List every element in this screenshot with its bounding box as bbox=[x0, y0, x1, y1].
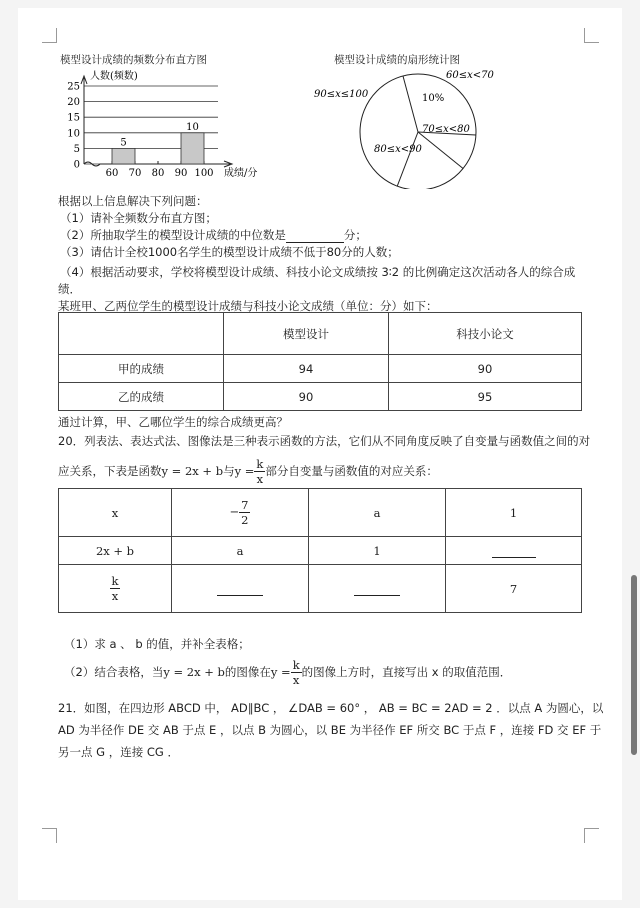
y-tick-label: 0 bbox=[73, 159, 80, 171]
vertical-scrollbar[interactable] bbox=[631, 575, 637, 755]
crop-mark-bottom-left bbox=[42, 828, 57, 843]
x-axis bbox=[84, 162, 230, 166]
table-intro: 某班甲、乙两位学生的模型设计成绩与科技小论文成绩（单位：分）如下： bbox=[58, 299, 438, 313]
pie-chart bbox=[300, 64, 530, 189]
table-cell: 90 bbox=[224, 383, 389, 411]
x-tick-label: 70 bbox=[128, 168, 142, 179]
table-cell: 90 bbox=[389, 355, 582, 383]
problem-20-text: 应关系，下表是函数 bbox=[58, 464, 162, 478]
problem-20-q2 bbox=[64, 657, 511, 687]
fraction-numerator: k bbox=[256, 457, 264, 471]
x-tick-label: 60 bbox=[105, 168, 119, 179]
table-cell: 1 bbox=[309, 537, 446, 565]
table-question: 通过计算，甲、乙哪位学生的综合成绩更高？ bbox=[58, 415, 288, 429]
x-tick-label: 90 bbox=[174, 168, 188, 179]
table-cell: 95 bbox=[389, 383, 582, 411]
x-tick-label: 80 bbox=[151, 168, 165, 179]
fraction-numerator: 7 bbox=[241, 498, 249, 512]
table-cell: a bbox=[309, 489, 446, 537]
answer-blank bbox=[286, 232, 344, 243]
pie-title: 模型设计成绩的扇形统计图 bbox=[334, 54, 460, 66]
function-table bbox=[58, 488, 582, 613]
table-cell: x bbox=[59, 489, 172, 537]
table-header-cell: 模型设计 bbox=[224, 313, 389, 355]
problem-20-q1: （1）求 a 、 b 的值，并补全表格； bbox=[64, 637, 250, 651]
answer-blank bbox=[492, 547, 536, 558]
problem-20-line1: 20．列表法、表达式法、图像法是三种表示函数的方法，它们从不同角度反映了自变量与函数值之间的对 bbox=[58, 434, 591, 448]
y-tick-label: 20 bbox=[67, 97, 80, 109]
question-2-suffix: 分； bbox=[343, 228, 367, 242]
table-cell bbox=[172, 489, 309, 537]
intro-line: 根据以上信息解决下列问题： bbox=[58, 194, 208, 208]
table-row bbox=[59, 355, 582, 383]
histogram-title: 模型设计成绩的频数分布直方图 bbox=[60, 54, 207, 66]
problem-21-line3: 另一点 G ，连接 CG ． bbox=[58, 745, 179, 759]
fraction-denominator: 2 bbox=[241, 513, 249, 527]
bar-data-label: 10 bbox=[186, 121, 199, 133]
fraction-denominator: x bbox=[256, 472, 264, 486]
fraction-denominator: x bbox=[292, 673, 300, 687]
fraction bbox=[110, 574, 121, 603]
scores-table bbox=[58, 312, 582, 411]
table-cell: 甲的成绩 bbox=[59, 355, 224, 383]
pie-percent-label: 10% bbox=[422, 93, 445, 104]
fraction-numerator: k bbox=[292, 658, 300, 672]
histogram-bar bbox=[112, 148, 135, 164]
question-3: （3）请估计全校1000名学生的模型设计成绩不低于80分的人数； bbox=[60, 245, 399, 259]
histogram-bar bbox=[181, 133, 204, 164]
problem-20-q2-text: （2）结合表格，当 bbox=[64, 665, 164, 679]
pie-slice-label: 80≤x<90 bbox=[374, 144, 422, 155]
table-cell bbox=[309, 565, 446, 613]
answer-blank bbox=[354, 585, 400, 596]
y-tick-label: 5 bbox=[73, 143, 80, 155]
crop-mark-top-right bbox=[584, 28, 599, 43]
histogram-chart bbox=[50, 64, 280, 184]
problem-20-line2 bbox=[58, 456, 438, 486]
crop-mark-top-left bbox=[42, 28, 57, 43]
inverse-function-lhs: y = bbox=[234, 464, 255, 478]
table-cell: a bbox=[172, 537, 309, 565]
table-cell bbox=[59, 565, 172, 613]
problem-20-q2-text: 的图像在 bbox=[224, 665, 271, 679]
inverse-function-fraction bbox=[291, 658, 302, 687]
y-tick-label: 25 bbox=[67, 81, 80, 93]
table-row bbox=[59, 383, 582, 411]
pie-slice-label: 70≤x<80 bbox=[422, 124, 470, 135]
problem-20-q2-text: 的图像上方时，直接写出 x 的取值范围． bbox=[301, 665, 512, 679]
inverse-function-fraction bbox=[254, 457, 265, 486]
table-row bbox=[59, 565, 582, 613]
histogram-grid bbox=[67, 76, 232, 179]
fraction-numerator: k bbox=[111, 574, 119, 588]
histogram-ylabel: 人数(频数) bbox=[90, 71, 138, 82]
linear-function: y = 2x + b bbox=[161, 464, 224, 478]
question-1: （1）请补全频数分布直方图； bbox=[60, 211, 217, 225]
question-4-line1: （4）根据活动要求，学校将模型设计成绩、科技小论文成绩按 3∶2 的比例确定这次活动各人的综合成 bbox=[60, 265, 576, 279]
answer-blank bbox=[217, 585, 263, 596]
x-tick-label: 100 bbox=[194, 168, 214, 179]
inverse-function-lhs: y = bbox=[270, 665, 291, 679]
table-header-cell: 科技小论文 bbox=[389, 313, 582, 355]
pie-slices bbox=[314, 70, 494, 189]
table-cell: 94 bbox=[224, 355, 389, 383]
question-2-text: （2）所抽取学生的模型设计成绩的中位数是 bbox=[60, 228, 286, 242]
problem-20-text: 与 bbox=[223, 464, 235, 478]
histogram-xlabel: 成绩/分 bbox=[224, 168, 258, 179]
problem-21-line1: 21．如图，在四边形 ABCD 中， AD∥BC ， ∠DAB = 60° ， AB = BC = 2AD = 2 ．以点 A 为圆心，以 bbox=[58, 701, 604, 715]
question-2 bbox=[60, 227, 367, 243]
linear-function: y = 2x + b bbox=[163, 665, 225, 679]
y-tick-label: 10 bbox=[67, 128, 80, 140]
problem-20-text: 部分自变量与函数值的对应关系： bbox=[265, 464, 438, 478]
pie-slice-label: 90≤x≤100 bbox=[314, 89, 369, 100]
table-cell: 7 bbox=[446, 565, 582, 613]
table-row bbox=[59, 489, 582, 537]
table-cell: 1 bbox=[446, 489, 582, 537]
table-cell bbox=[172, 565, 309, 613]
minus-sign: − bbox=[229, 504, 240, 519]
y-tick-label: 15 bbox=[67, 112, 80, 124]
crop-mark-bottom-right bbox=[584, 828, 599, 843]
fraction-denominator: x bbox=[111, 589, 119, 603]
table-header-cell bbox=[59, 313, 224, 355]
table-cell: 乙的成绩 bbox=[59, 383, 224, 411]
table-row bbox=[59, 537, 582, 565]
table-cell: 2x + b bbox=[59, 537, 172, 565]
problem-21-line2: AD 为半径作 DE 交 AB 于点 E ，以点 B 为圆心，以 BE 为半径作 EF 所交 BC 于点 F ，连接 FD 交 EF 于 bbox=[58, 723, 602, 737]
question-4-line2: 绩． bbox=[58, 282, 81, 296]
table-cell bbox=[446, 537, 582, 565]
pie-slice-label: 60≤x<70 bbox=[446, 70, 494, 81]
table-header-row bbox=[59, 313, 582, 355]
bar-data-label: 5 bbox=[120, 137, 127, 149]
fraction bbox=[239, 498, 250, 527]
